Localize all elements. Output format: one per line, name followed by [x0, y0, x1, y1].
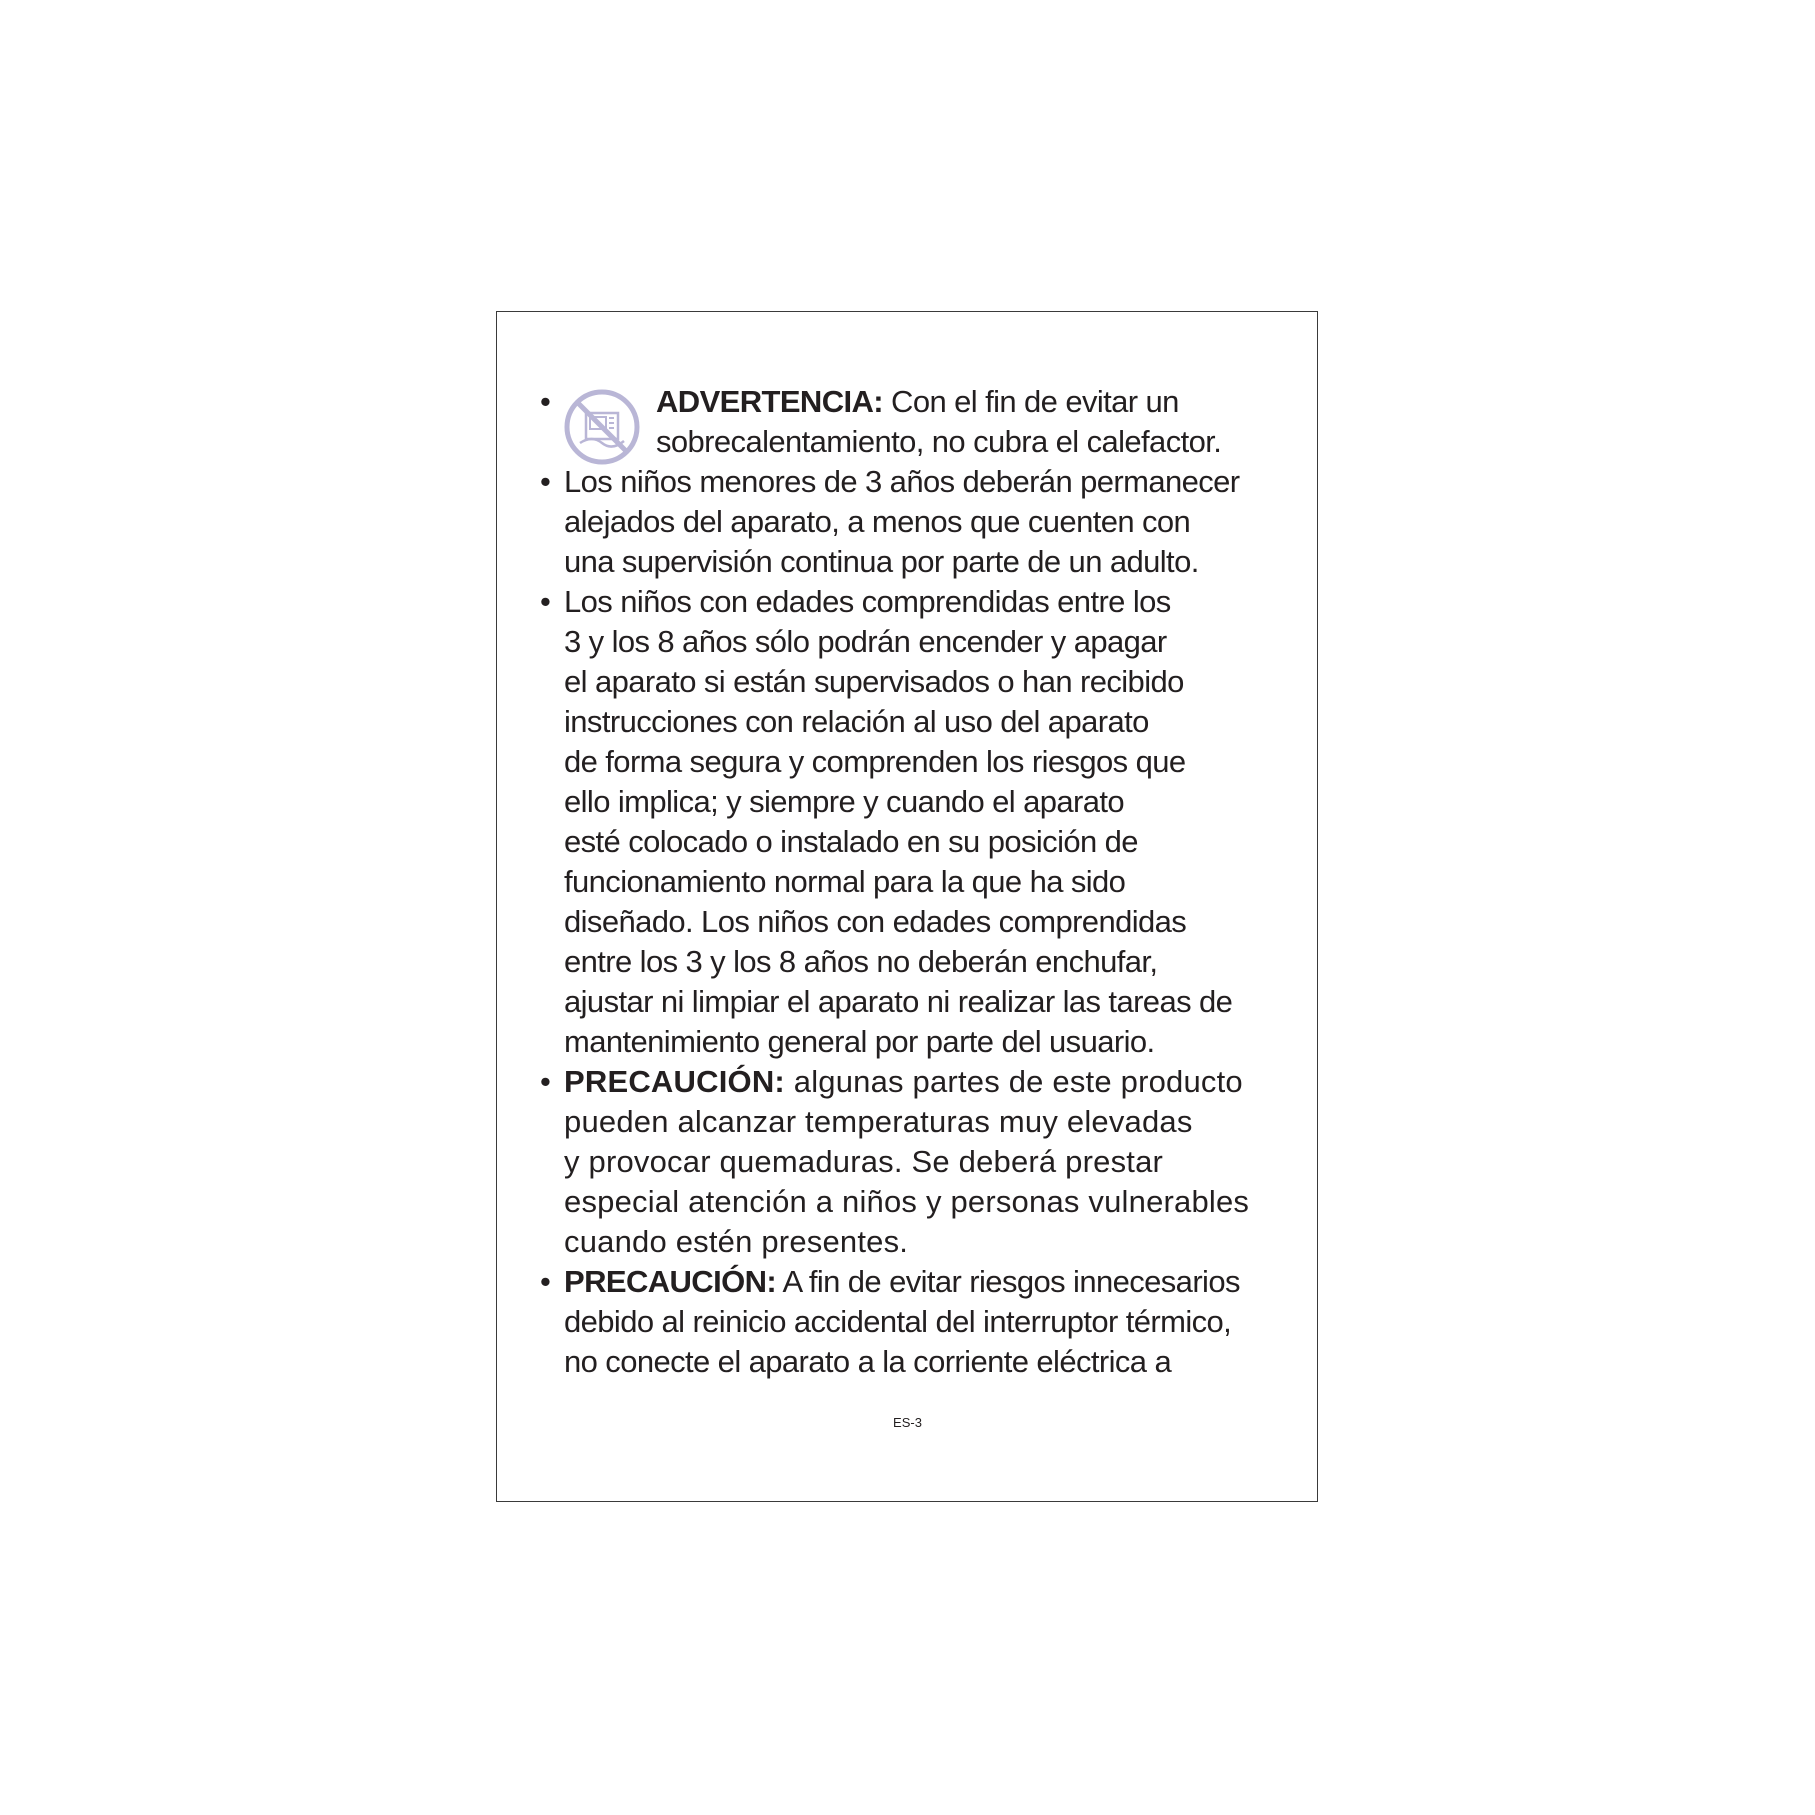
- caution-hot-parts-item: [540, 1062, 1280, 1262]
- warning-line-2: sobrecalentamiento, no cubra el calefactor.: [656, 424, 1222, 459]
- children-under-3-item: [540, 462, 1280, 582]
- text-line: pueden alcanzar temperaturas muy elevadas: [564, 1104, 1193, 1139]
- bullet: •: [540, 584, 551, 619]
- warning-label: ADVERTENCIA:: [656, 384, 884, 419]
- warning-text-1: Con el fin de evitar un: [883, 384, 1179, 419]
- text-line: Los niños con edades comprendidas entre los: [564, 584, 1171, 619]
- text-line: de forma segura y comprenden los riesgos que: [564, 744, 1186, 779]
- text-line: una supervisión continua por parte de un adulto.: [564, 544, 1199, 579]
- text-line: funcionamiento normal para la que ha sido: [564, 864, 1126, 899]
- text-line: Los niños menores de 3 años deberán permanecer: [564, 464, 1240, 499]
- text-line: entre los 3 y los 8 años no deberán enchufar,: [564, 944, 1158, 979]
- bullet: •: [540, 384, 551, 419]
- caution-thermal-reset-item: [540, 1262, 1280, 1382]
- caution-text-1: A fin de evitar riesgos innecesarios: [776, 1264, 1240, 1299]
- text-line: instrucciones con relación al uso del aparato: [564, 704, 1149, 739]
- text-line: mantenimiento general por parte del usuario.: [564, 1024, 1155, 1059]
- text-line: el aparato si están supervisados o han recibido: [564, 664, 1184, 699]
- caution-label: PRECAUCIÓN:: [564, 1264, 777, 1299]
- text-line: cuando estén presentes.: [564, 1224, 909, 1259]
- text-line: ello implica; y siempre y cuando el aparato: [564, 784, 1125, 819]
- text-line: esté colocado o instalado en su posición de: [564, 824, 1138, 859]
- do-not-cover-icon: [562, 387, 642, 467]
- bullet: •: [540, 1264, 551, 1299]
- caution-label: PRECAUCIÓN:: [564, 1064, 785, 1099]
- text-line: debido al reinicio accidental del interruptor térmico,: [564, 1304, 1232, 1339]
- warning-item: [540, 382, 1280, 462]
- bullet: •: [540, 1064, 552, 1099]
- warning-line-1: [656, 382, 1280, 422]
- caution-line-1: [564, 1062, 1280, 1102]
- text-line: especial atención a niños y personas vulnerables: [564, 1184, 1250, 1219]
- text-line: diseñado. Los niños con edades comprendidas: [564, 904, 1187, 939]
- text-line: ajustar ni limpiar el aparato ni realizar las tareas de: [564, 984, 1233, 1019]
- text-line: alejados del aparato, a menos que cuenten con: [564, 504, 1191, 539]
- text-line: y provocar quemaduras. Se deberá prestar: [564, 1144, 1164, 1179]
- caution-line-1: [564, 1262, 1280, 1302]
- page-number: ES-3: [893, 1415, 922, 1430]
- children-3-to-8-item: [540, 582, 1280, 1062]
- caution-text-1: algunas partes de este producto: [784, 1064, 1243, 1099]
- text-line: no conecte el aparato a la corriente eléctrica a: [564, 1344, 1172, 1379]
- bullet: •: [540, 464, 551, 499]
- document-content: [540, 382, 1280, 1382]
- text-line: 3 y los 8 años sólo podrán encender y apagar: [564, 624, 1167, 659]
